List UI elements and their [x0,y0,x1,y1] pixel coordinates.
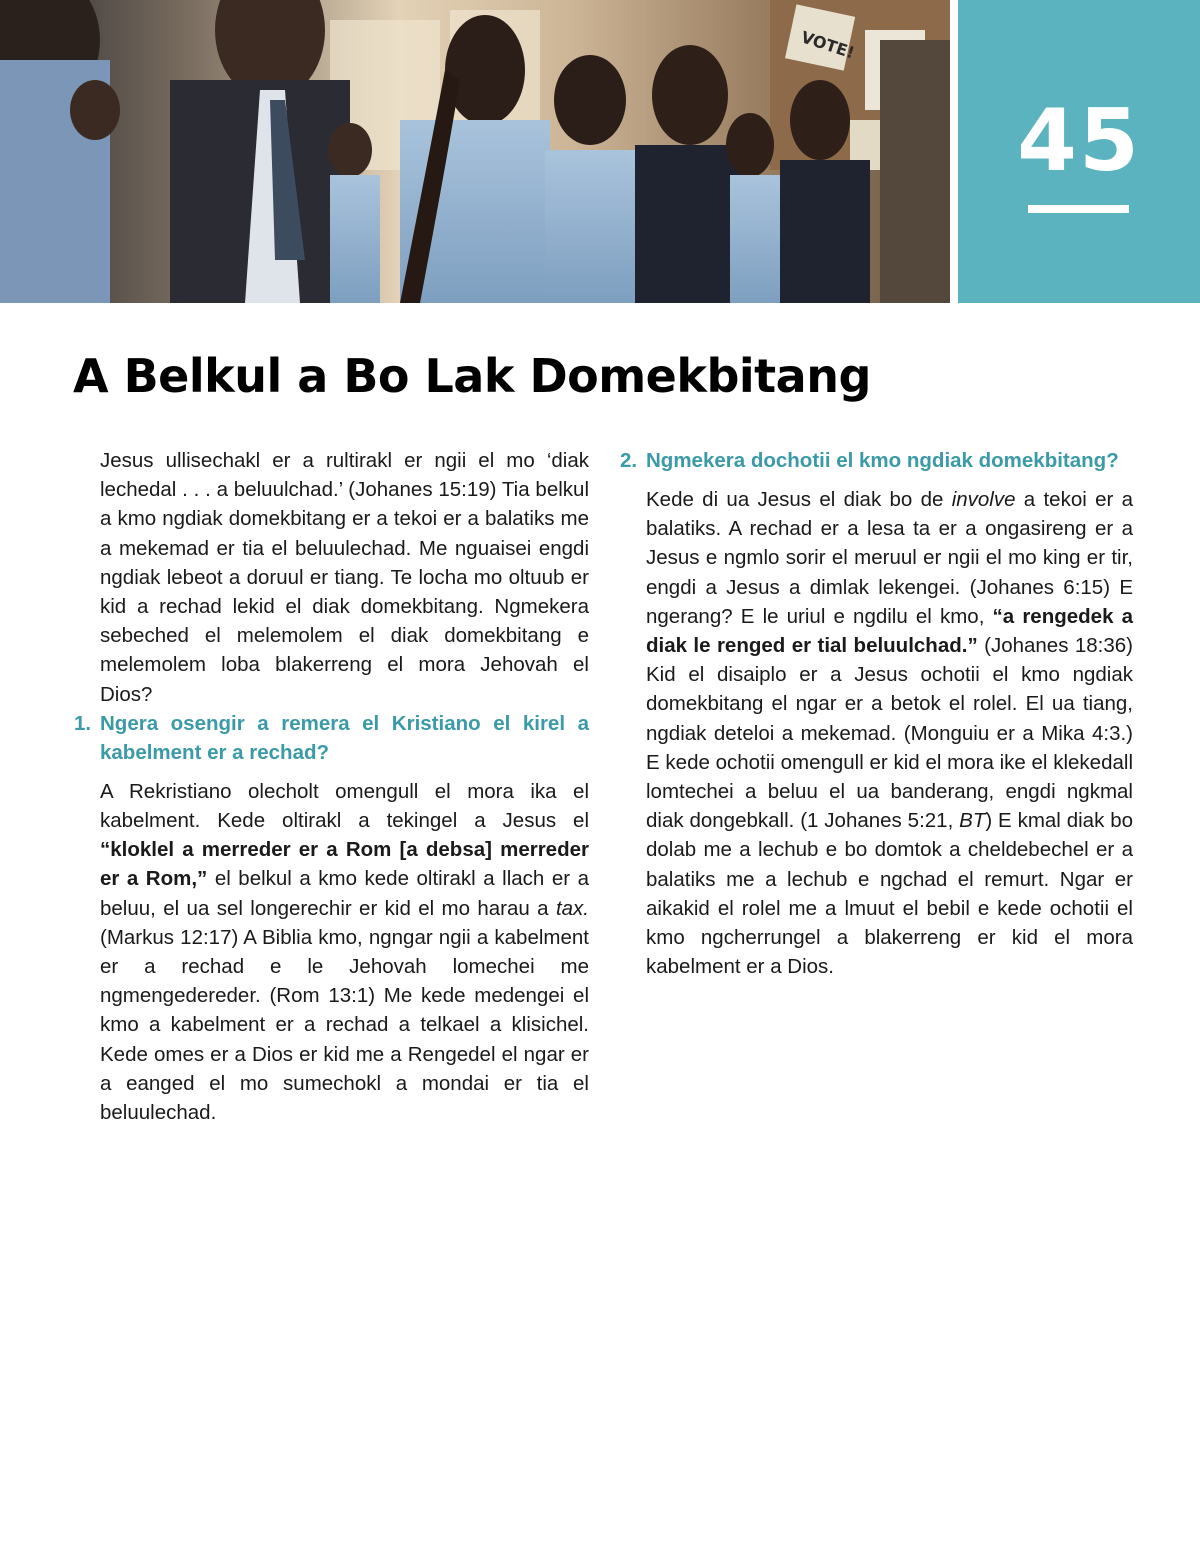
poster-vote-text: VOTE! [798,27,857,63]
answer-2-italic-bt: BT [959,809,986,833]
answer-2-text-b: a tekoi er a balatiks. A rechad er a lesa ta er a ongasireng er a Jesus e ngmlo sorir el meruul er ngii el mo king er tir, engdi a Jesus a dimlak lekengei. (Johanes 6:15) E ngerang? E le uriul e ngdilu el kmo, [646,488,1133,628]
answer-1-text-a: A Rekristiano olecholt omengull el mora ika el kabelment. Kede oltirakl a tekingel a Jesus el [100,779,589,833]
chapter-number: 45 [1017,91,1141,191]
answer-1-italic: tax. [555,896,589,920]
right-column [620,446,1133,981]
intro-paragraph: Jesus ullisechakl er a rultirakl er ngii el mo ‘diak lechedal . . . a beluulchad.’ (Johanes 15:19) Tia belkul a kmo ngdiak domekbitang er a tekoi er a balatiks me a mekemad er tia el beluulechad. Me nguaisei engdi ngdiak lebeot a doruul er tiang. Te locha mo oltuub er kid a rechad lekid el diak domekbitang. Ngmekera sebeched el melemolem el diak domekbitang e melemolem loba blakerreng el mora Jehovah el Dios? [100,449,589,706]
answer-1-paragraph [74,777,589,1127]
hero-photo [0,0,950,303]
question-1 [74,709,589,767]
answer-2-text-a: Kede di ua Jesus el diak bo de [646,488,952,511]
question-2-number: 2. [620,449,638,472]
question-1-number: 1. [74,711,92,735]
question-2-text: Ngmekera dochotii el kmo ngdiak domekbitang? [646,449,1119,472]
question-1-text: Ngera osengir a remera el Kristiano el kirel a kabelment er a rechad? [100,711,589,764]
answer-1-quote: “kloklel a merreder er a Rom [a debsa] merreder er a Rom,” [100,838,589,891]
answer-1-text-c: (Markus 12:17) A Biblia kmo, ngngar ngii a kabelment er a rechad e le Jehovah lomechei me ngmengedereder. (Rom 13:1) Me kede medengei el kmo a kabelment er a rechad a telkael a klisichel. Kede omes er a Dios er kid me a Rengedel el ngar er a eanged el mo sumechokl a mondai er tia el beluulechad. [100,925,589,1125]
answer-2-quote: “a rengedek a diak le renged er tial beluulchad.” [646,604,1134,658]
chapter-number-box [958,0,1200,303]
question-2 [620,446,1133,475]
answer-2-text-c: (Johanes 18:36) Kid el disaiplo er a Jesus ochotii el kmo ngdiak domekbitang el ngar er a betok el rolel. El ua tiang, ngdiak deteloi a mekemad. (Monguiu er a Mika 4:3.) E kede ochotii omengull er kid el mora ike el klekedall lomtechei a beluu el ua banderang, engdi ngkmal diak dongebkall. (1 Johanes 5:21, [646,634,1133,833]
answer-1-text-b: el belkul a kmo kede oltirakl a llach er a beluu, el ua sel longerechir er kid el mo harau a [100,867,589,920]
chapter-number-underline [1028,205,1129,213]
answer-2-text-d: ) E kmal diak bo dolab me a lechub e bo domtok a cheldebechel er a balatiks me a lechub e ngchad el remurt. Ngar er aikakid el rolel me a lmuut el bebil e kede ochotii el kmo ngcherrungel a blakerreng er kid el mora kabelment er a Dios. [646,809,1133,979]
answer-2-paragraph [620,485,1133,981]
answer-2-italic-involve: involve [951,488,1016,511]
page-title: A Belkul a Bo Lak Domekbitang [73,349,871,403]
left-column [74,446,589,1127]
